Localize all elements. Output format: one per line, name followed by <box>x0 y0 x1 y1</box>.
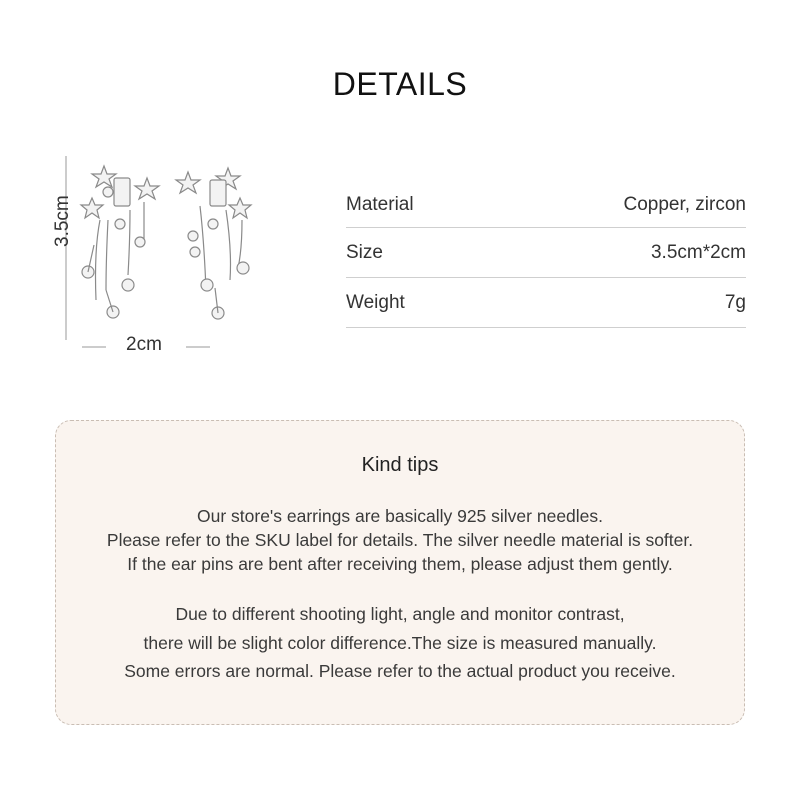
spec-label: Weight <box>346 291 405 313</box>
spec-value: Copper, zircon <box>623 193 746 215</box>
spec-value: 7g <box>724 291 746 313</box>
spec-label: Material <box>346 193 414 215</box>
tips-line: If the ear pins are bent after receiving them, please adjust them gently. <box>127 554 673 574</box>
tips-paragraph-color <box>56 600 744 686</box>
spec-table <box>346 182 746 328</box>
left-earring <box>81 166 159 318</box>
earrings-illustration <box>50 150 310 370</box>
product-figure <box>50 150 310 370</box>
spec-row-weight <box>346 278 746 328</box>
tips-line: Due to different shooting light, angle and monitor contrast, <box>175 604 625 624</box>
right-earring <box>176 168 251 319</box>
page-title: DETAILS <box>332 66 468 102</box>
kind-tips-box <box>55 420 745 725</box>
spec-label: Size <box>346 241 383 263</box>
height-dimension-label: 3.5cm <box>52 195 73 247</box>
tips-line: Please refer to the SKU label for details. The silver needle material is softer. <box>106 530 694 550</box>
tips-line: there will be slight color difference.The size is measured manually. <box>143 632 657 653</box>
tips-paragraph-needles <box>56 504 744 576</box>
spec-row-size <box>346 228 746 278</box>
width-dimension-label: 2cm <box>126 334 162 355</box>
tips-line: Our store's earrings are basically 925 silver needles. <box>196 506 604 526</box>
spec-value: 3.5cm*2cm <box>650 241 746 263</box>
kind-tips-title: Kind tips <box>361 454 439 476</box>
spec-row-material <box>346 182 746 228</box>
tips-line: Some errors are normal. Please refer to the actual product you receive. <box>124 661 676 681</box>
